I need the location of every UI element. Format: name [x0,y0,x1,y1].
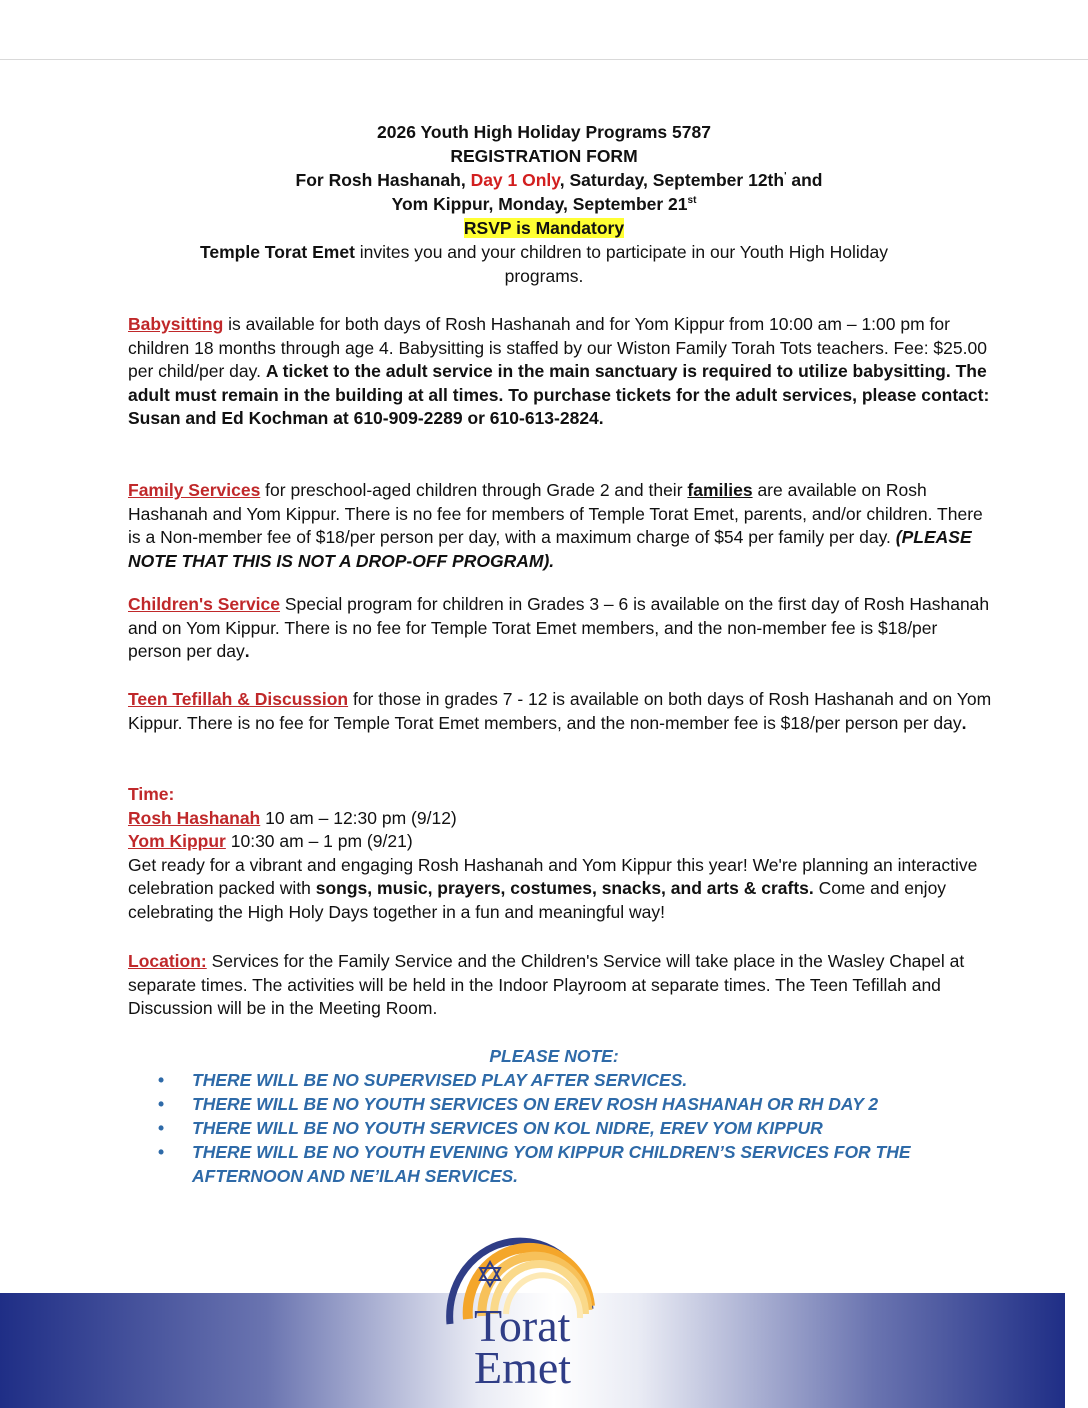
yk-date-suffix: st [687,195,697,207]
please-note-section [150,1044,1010,1188]
date-mark: ' [784,171,787,183]
note-text: THERE WILL BE NO YOUTH EVENING YOM KIPPUR CHILDREN’S SERVICES FOR THE AFTERNOON AND NE’ILAH SERVICES. [192,1142,911,1186]
childrens-service-section [128,593,994,664]
rosh-hashanah-link[interactable]: Rosh Hashanah [128,807,261,828]
family-services-section [128,479,994,573]
yk-date: Yom Kippur, Monday, September 21 [391,194,688,214]
babysitting-requirement: A ticket to the adult service in the main sanctuary is required to utilize babysitting. The adult must remain in the building at all times. To purchase tickets for the adult services, please contact: [128,361,990,405]
intro-text: invites you and your children to participate in our Youth High Holiday [354,242,889,262]
activities-list: songs, music, prayers, costumes, snacks, and arts & crafts. [315,878,814,898]
location-link[interactable]: Location: [128,951,207,971]
note-item [150,1092,1010,1116]
bullet-icon: • [158,1118,165,1138]
rosh-hashanah-time: 10 am – 12:30 pm (9/12) [260,807,457,828]
yom-kippur-date-line [0,192,1088,216]
note-item [150,1068,1010,1092]
intro-line [0,240,1088,264]
date-line-end: and [786,170,823,190]
rsvp-line [0,216,1088,240]
babysitting-section [128,313,994,431]
family-text-2: are available on Rosh Hashanah and Yom Kippur. There is no fee for members of Temple Torat Emet, parents, and/or children. There is a Non-member fee of $18/per person per day, with a maximum charge of $54 per family per day. [128,480,983,547]
please-note-title: PLEASE NOTE: [489,1046,619,1066]
date-line-prefix: For Rosh Hashanah, [295,170,471,190]
time-label: Time: [128,784,175,804]
babysitting-text: is available for both days of Rosh Hashanah and for Yom Kippur from 10:00 am – 1:00 pm for children 18 months through age 4. Babysitting is staffed by our Wiston Family Torah Tots teachers. Fee: $25.00 per child/per day. [128,314,987,381]
teen-text: for those in grades 7 - 12 is available on both days of Rosh Hashanah and on Yom Kippur. There is no fee for Temple Torat Emet members, and the non-member fee is $18/per person per day [128,689,992,733]
family-text-1: for preschool-aged children through Grade 2 and their [260,480,688,500]
note-text: THERE WILL BE NO YOUTH SERVICES ON EREV ROSH HASHANAH OR RH DAY 2 [192,1094,879,1114]
program-title: 2026 Youth High Holiday Programs 5787 [377,122,711,142]
time-section [128,783,994,924]
childrens-service-end: . [244,641,250,661]
rsvp-mandatory: RSVP is Mandatory [463,218,625,238]
form-title: REGISTRATION FORM [450,146,638,166]
logo-word-torat: Torat [474,1300,571,1351]
family-services-link[interactable]: Family Services [128,480,261,500]
bullet-icon: • [158,1142,165,1162]
bullet-icon: • [158,1094,165,1114]
drop-off-note: (PLEASE NOTE THAT THIS IS NOT A DROP-OFF PROGRAM). [128,527,972,571]
logo-word-emet: Emet [474,1342,572,1393]
time-desc-2: Come and enjoy celebrating the High Holy Days together in a fun and meaningful way! [128,878,947,922]
childrens-service-link[interactable]: Children's Service [128,594,281,614]
location-section [128,950,994,1021]
temple-name: Temple Torat Emet [199,242,355,262]
note-text: THERE WILL BE NO YOUTH SERVICES ON KOL NIDRE, EREV YOM KIPPUR [192,1118,823,1138]
intro-line-2: programs. [504,266,584,286]
ticket-contact: Susan and Ed Kochman at 610-909-2289 or 610-613-2824. [128,408,604,428]
top-divider [0,59,1088,60]
babysitting-link[interactable]: Babysitting [128,314,224,334]
rh-date: , Saturday, September 12th [559,170,785,190]
yom-kippur-time: 10:30 am – 1 pm (9/21) [225,831,413,851]
day-one-only: Day 1 Only [470,170,560,190]
note-list [150,1068,1010,1188]
bullet-icon: • [158,1070,165,1090]
yom-kippur-link[interactable]: Yom Kippur [128,831,226,851]
note-item [150,1116,1010,1140]
childrens-service-text: Special program for children in Grades 3 – 6 is available on the first day of Rosh Hashanah and on Yom Kippur. There is no fee for Temple Torat Emet members, and the non-member fee is $18/per person per day [128,594,990,661]
time-desc-1: Get ready for a vibrant and engaging Rosh Hashanah and Yom Kippur this year! We're planning an interactive celebration packed with [128,854,978,898]
note-text: THERE WILL BE NO SUPERVISED PLAY AFTER SERVICES. [192,1070,688,1090]
form-header [0,120,1088,288]
rosh-hashanah-date-line [0,168,1088,192]
teen-end: . [961,712,967,733]
teen-tefillah-link[interactable]: Teen Tefillah & Discussion [128,689,349,709]
families-word: families [687,480,753,500]
location-text: Services for the Family Service and the Children's Service will take place in the Wasley Chapel at separate times. The activities will be held in the Indoor Playroom at separate times. The Teen Tefillah and Discussion will be in the Meeting Room. [128,951,965,1018]
teen-section [128,688,994,735]
note-item [150,1140,1010,1188]
